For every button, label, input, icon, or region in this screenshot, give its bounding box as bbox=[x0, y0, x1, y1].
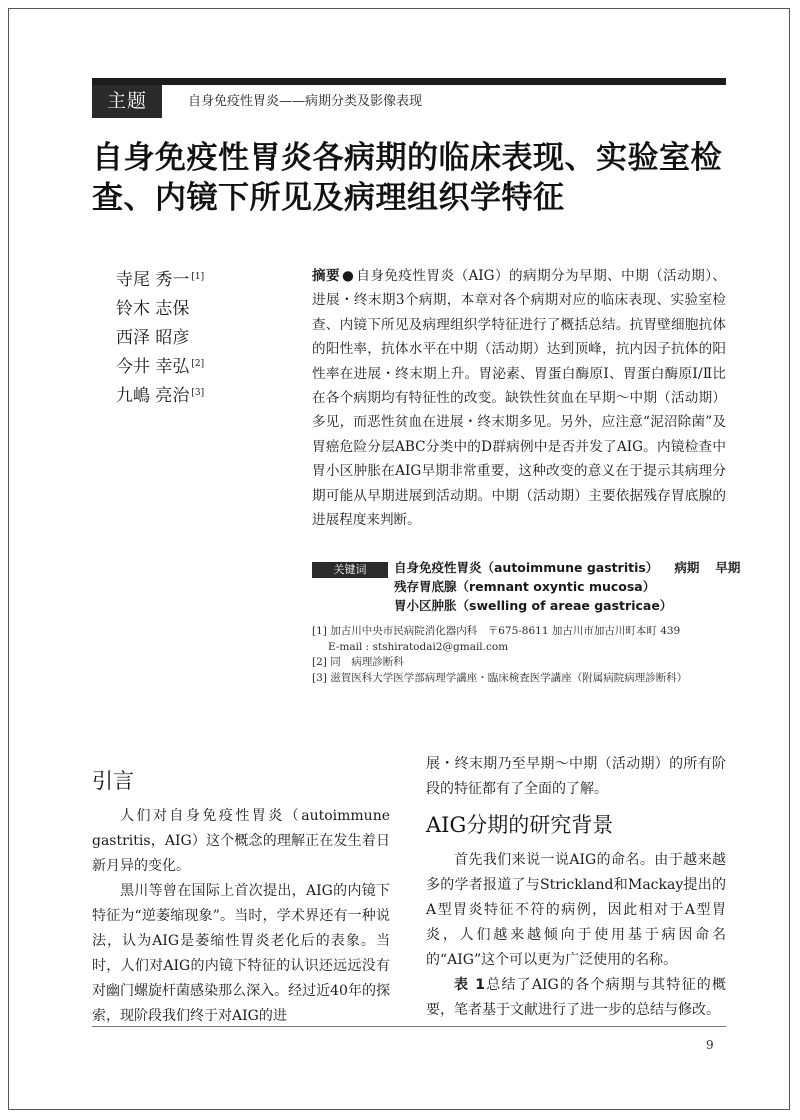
paragraph-continued: 展・终末期乃至早期～中期（活动期）的所有阶段的特征都有了全面的了解。 bbox=[426, 756, 726, 797]
keywords bbox=[394, 558, 741, 615]
keywords-label: 关键词 bbox=[312, 562, 388, 578]
affiliation-email: E-mail : stshiratodai2@gmail.com bbox=[328, 640, 509, 653]
author: 铃木 志保 bbox=[116, 299, 190, 319]
keyword: 病期 bbox=[674, 560, 700, 575]
paragraph: 首先我们来说一说AIG的命名。由于越来越多的学者报道了与Strickland和Mackay提出的A型胃炎特征不符的病例，因此相对于A型胃炎，人们越来越倾向于使用基于病因命名的“AIG”这个可以更为广泛使用的名称。 bbox=[426, 852, 726, 968]
author: 九嶋 亮治 [3] bbox=[116, 386, 205, 406]
abstract-label: 摘要 bbox=[312, 268, 341, 284]
affiliations bbox=[312, 624, 732, 686]
abstract-text: 自身免疫性胃炎（AIG）的病期分为早期、中期（活动期）、进展・终末期3个病期，本章对各个病期对应的临床表现、实验室检查、内镜下所见及病理组织学特征进行了概括总结。抗胃壁细胞抗体的阳性率，抗体水平在中期（活动期）达到顶峰，抗内因子抗体的阳性率在进展・终末期上升。胃泌素、胃蛋白酶原Ⅰ、胃蛋白酶原Ⅰ/Ⅱ比在各个病期均有特征性的改变。缺铁性贫血在早期～中期（活动期）多见，而恶性贫血在进展・终末期多见。另外，应注意“泥沼除菌”及胃癌危险分层ABC分类中的D群病例中是否并发了AIG。内镜检查中胃小区肿胀在AIG早期非常重要，这种改变的意义在于提示其病理分期可能从早期进展到活动期。中期（活动期）主要依据残存胃底腺的进展程度来判断。 bbox=[312, 268, 727, 529]
keyword-line bbox=[394, 577, 728, 596]
section-heading-background: AIG分期的研究背景 bbox=[426, 813, 614, 837]
keyword: 胃小区肿胀（swelling of areae gastricae） bbox=[394, 598, 673, 613]
article-title: 自身免疫性胃炎各病期的临床表现、实验室检查、内镜下所见及病理组织学特征 bbox=[92, 140, 722, 216]
bullet-icon: ● bbox=[342, 268, 355, 284]
affiliation: [3] 滋賀医科大学医学部病理学講座・臨床検査医学講座（附属病院病理診断科） bbox=[312, 671, 688, 684]
page-number: 9 bbox=[706, 1038, 714, 1052]
paragraph bbox=[426, 973, 726, 1023]
author-list bbox=[116, 264, 276, 409]
section-heading-intro: 引言 bbox=[92, 769, 134, 793]
right-column bbox=[426, 752, 726, 1023]
abstract bbox=[312, 264, 726, 532]
keyword: 早期 bbox=[715, 560, 741, 575]
author: 寺尾 秀一 [1] bbox=[116, 270, 205, 290]
topic-rule bbox=[92, 78, 726, 85]
paragraph: 人们对自身免疫性胃炎（autoimmune gastritis，AIG）这个概念的理解正在发生着日新月异的变化。 bbox=[92, 808, 390, 874]
left-column bbox=[92, 752, 390, 1029]
paragraph-text: 总结了AIG的各个病期与其特征的概要，笔者基于文献进行了进一步的总结与修改。 bbox=[426, 977, 726, 1018]
paragraph: 黑川等曾在国际上首次提出，AIG的内镜下特征为“逆萎缩现象”。当时，学术界还有一种说法，认为AIG是萎缩性胃炎老化后的表象。当时，人们对AIG的内镜下特征的认识还远远没有对幽门螺旋杆菌感染那么深入。经过近40年的探索，现阶段我们终于对AIG的进 bbox=[92, 883, 390, 1024]
topic-label: 主题 bbox=[92, 85, 162, 118]
affiliation: [2] 同 病理診断科 bbox=[312, 656, 404, 668]
keyword-line bbox=[394, 596, 728, 615]
affiliation: [1] 加古川中央市民病院消化器内科 〒675-8611 加古川市加古川町本町 439 bbox=[312, 625, 681, 637]
author: 今井 幸弘 [2] bbox=[116, 357, 205, 377]
keyword: 自身免疫性胃炎（autoimmune gastritis） bbox=[394, 560, 659, 575]
keyword-line bbox=[394, 558, 741, 577]
footer-rule bbox=[92, 1026, 726, 1027]
table-reference: 表 1 bbox=[454, 977, 486, 993]
keyword: 残存胃底腺（remnant oxyntic mucosa） bbox=[394, 579, 656, 594]
author: 西泽 昭彦 bbox=[116, 328, 190, 348]
topic-subtitle: 自身免疫性胃炎——病期分类及影像表现 bbox=[188, 94, 423, 109]
